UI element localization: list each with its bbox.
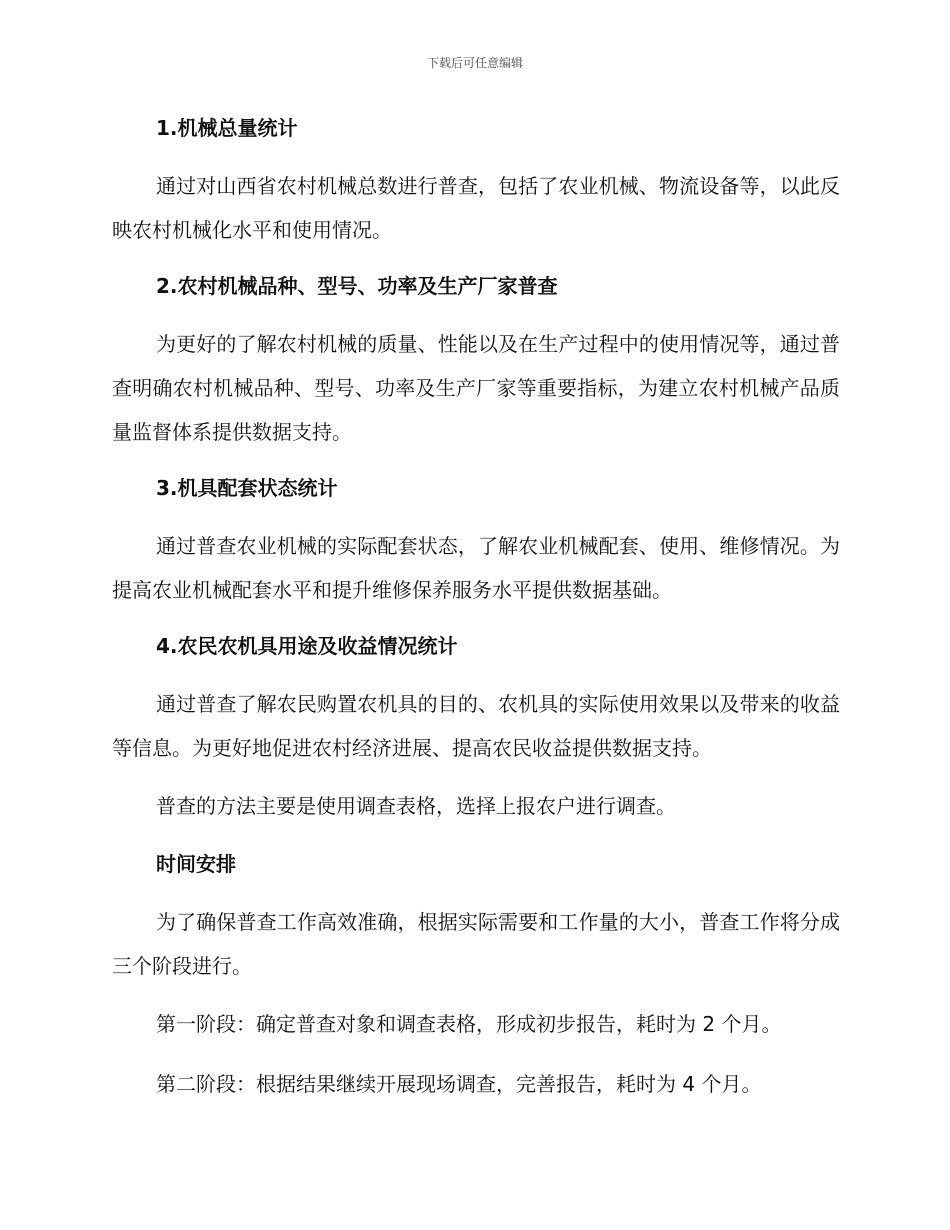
page-header-note: 下载后可任意编辑 [426, 56, 523, 70]
body-paragraph: 为更好的了解农村机械的质量、性能以及在生产过程中的使用情况等，通过普查明确农村机械品种、型号、功率及生产厂家等重要指标，为建立农村机械产品质量监督体系提供数据支持。 [112, 332, 840, 444]
body-paragraph: 普查的方法主要是使用调查表格，选择上报农户进行调查。 [156, 794, 676, 818]
section-heading: 4.农民农机具用途及收益情况统计 [156, 634, 458, 658]
body-paragraph: 通过普查了解农民购置农机具的目的、农机具的实际使用效果以及带来的收益等信息。为更好地促进农村经济进展、提高农民收益提供数据支持。 [112, 692, 840, 760]
body-paragraph: 通过普查农业机械的实际配套状态，了解农业机械配套、使用、维修情况。为提高农业机械配套水平和提升维修保养服务水平提供数据基础。 [112, 534, 840, 602]
section-heading: 1.机械总量统计 [156, 116, 298, 140]
body-paragraph: 为了确保普查工作高效准确，根据实际需要和工作量的大小，普查工作将分成三个阶段进行。 [112, 910, 840, 978]
section-heading: 2.农村机械品种、型号、功率及生产厂家普查 [156, 274, 558, 298]
body-paragraph: 第一阶段：确定普查对象和调查表格，形成初步报告，耗时为 2 个月。 [156, 1012, 782, 1036]
body-paragraph: 第二阶段：根据结果继续开展现场调查，完善报告，耗时为 4 个月。 [156, 1072, 762, 1096]
section-heading: 3.机具配套状态统计 [156, 476, 338, 500]
document-body [112, 108, 840, 1122]
body-paragraph: 通过对山西省农村机械总数进行普查，包括了农业机械、物流设备等，以此反映农村机械化水平和使用情况。 [112, 174, 840, 242]
section-heading: 时间安排 [156, 852, 236, 876]
